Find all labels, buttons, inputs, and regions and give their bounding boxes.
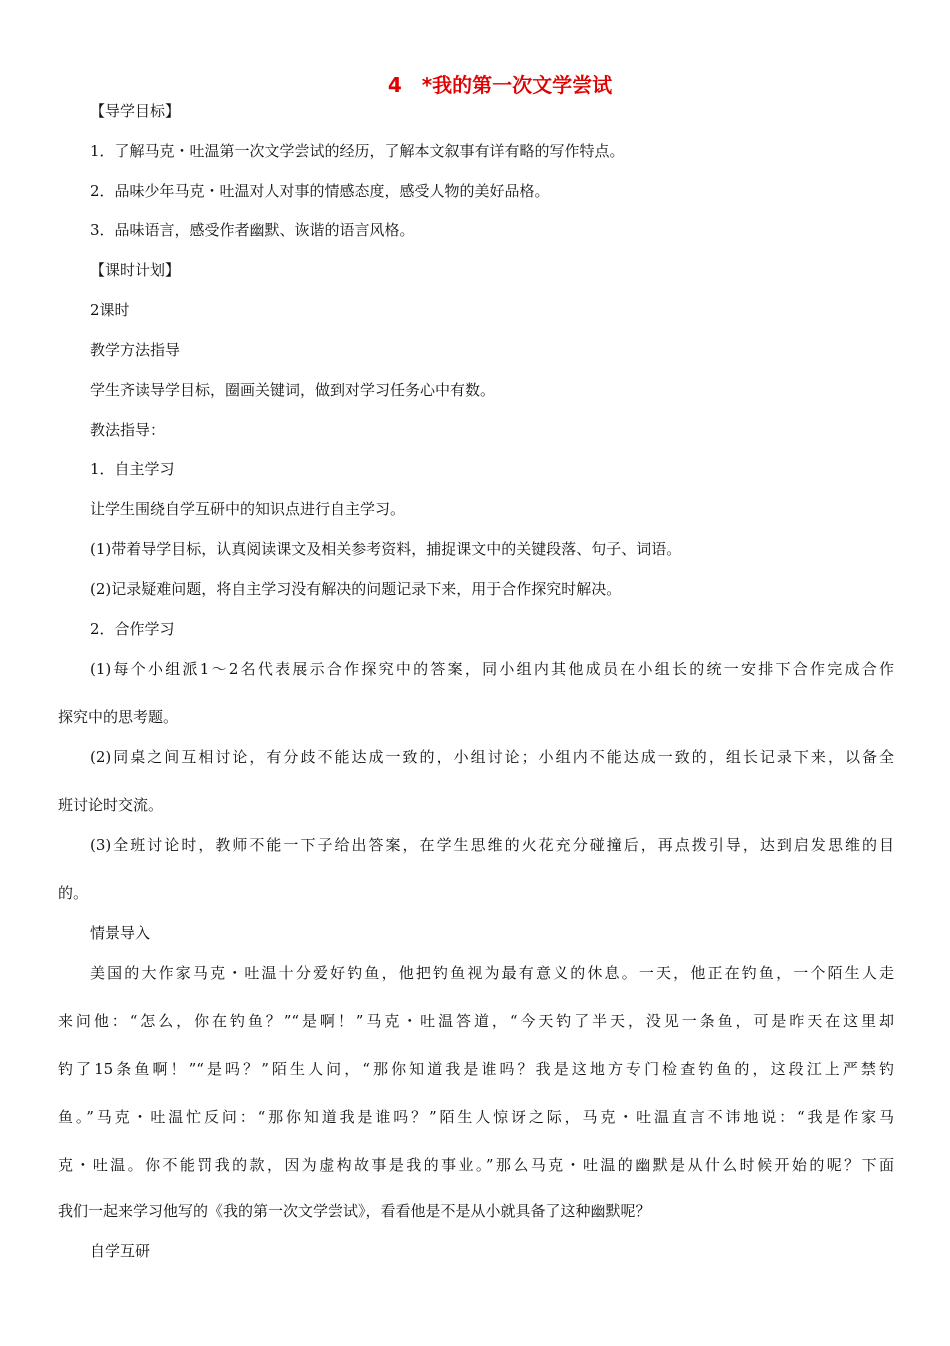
coop-item-3-line-2: 的。 — [58, 884, 89, 902]
intro-heading: 情景导入 — [90, 924, 151, 942]
coop-item-1-line-1: (1)每个小组派1～2名代表展示合作探究中的答案，同小组内其他成员在小组长的统一安排下合作完成合作 — [90, 660, 894, 678]
plan-heading: 【课时计划】 — [90, 261, 181, 279]
coop-item-2-line-1: (2)同桌之间互相讨论，有分歧不能达成一致的，小组讨论；小组内不能达成一致的，组长记录下来，以备全 — [90, 748, 894, 766]
method-heading: 教学方法指导 — [90, 341, 181, 359]
coop-study-heading: 2．合作学习 — [90, 620, 175, 638]
coop-item-3-line-1: (3)全班讨论时，教师不能一下子给出答案，在学生思维的火花充分碰撞后，再点拨引导，达到启发思维的目 — [90, 836, 894, 854]
goal-item-1: 1．了解马克・吐温第一次文学尝试的经历，了解本文叙事有详有略的写作特点。 — [90, 142, 625, 160]
self-study-item-2: (2)记录疑难问题，将自主学习没有解决的问题记录下来，用于合作探究时解决。 — [90, 580, 622, 598]
lesson-title: 4 *我的第一次文学尝试 — [387, 73, 613, 97]
method-text: 学生齐读导学目标，圈画关键词，做到对学习任务心中有数。 — [90, 381, 496, 399]
study-heading: 自学互研 — [90, 1242, 151, 1260]
coop-item-1-line-2: 探究中的思考题。 — [58, 708, 179, 726]
intro-paragraph-line-2: 来问他：“怎么，你在钓鱼？”“是啊！”马克・吐温答道，“今天钓了半天，没见一条鱼，可是昨天在这里却 — [58, 1012, 894, 1030]
goal-item-2: 2．品味少年马克・吐温对人对事的情感态度，感受人物的美好品格。 — [90, 182, 550, 200]
goal-item-3: 3．品味语言，感受作者幽默、诙谐的语言风格。 — [90, 221, 415, 239]
self-study-text: 让学生围绕自学互研中的知识点进行自主学习。 — [90, 500, 406, 518]
goal-heading: 【导学目标】 — [90, 102, 181, 120]
intro-paragraph-line-5: 克・吐温。你不能罚我的款，因为虚构故事是我的事业。”那么马克・吐温的幽默是从什么时候开始的呢？下面 — [58, 1156, 894, 1174]
coop-item-2-line-2: 班讨论时交流。 — [58, 796, 164, 814]
self-study-heading: 1．自主学习 — [90, 460, 175, 478]
intro-paragraph-line-6: 我们一起来学习他写的《我的第一次文学尝试》，看看他是不是从小就具备了这种幽默呢？ — [58, 1202, 651, 1220]
intro-paragraph-line-1: 美国的大作家马克・吐温十分爱好钓鱼，他把钓鱼视为最有意义的休息。一天，他正在钓鱼，一个陌生人走 — [90, 964, 894, 982]
intro-paragraph-line-3: 钓了15条鱼啊！”“是吗？”陌生人问，“那你知道我是谁吗？我是这地方专门检查钓鱼的，这段江上严禁钓 — [58, 1060, 894, 1078]
plan-hours: 2课时 — [90, 301, 130, 319]
self-study-item-1: (1)带着导学目标，认真阅读课文及相关参考资料，捕捉课文中的关键段落、句子、词语。 — [90, 540, 682, 558]
intro-paragraph-line-4: 鱼。”马克・吐温忙反问：“那你知道我是谁吗？”陌生人惊讶之际，马克・吐温直言不讳地说：“我是作家马 — [58, 1108, 894, 1126]
guide-heading: 教法指导： — [90, 421, 166, 439]
